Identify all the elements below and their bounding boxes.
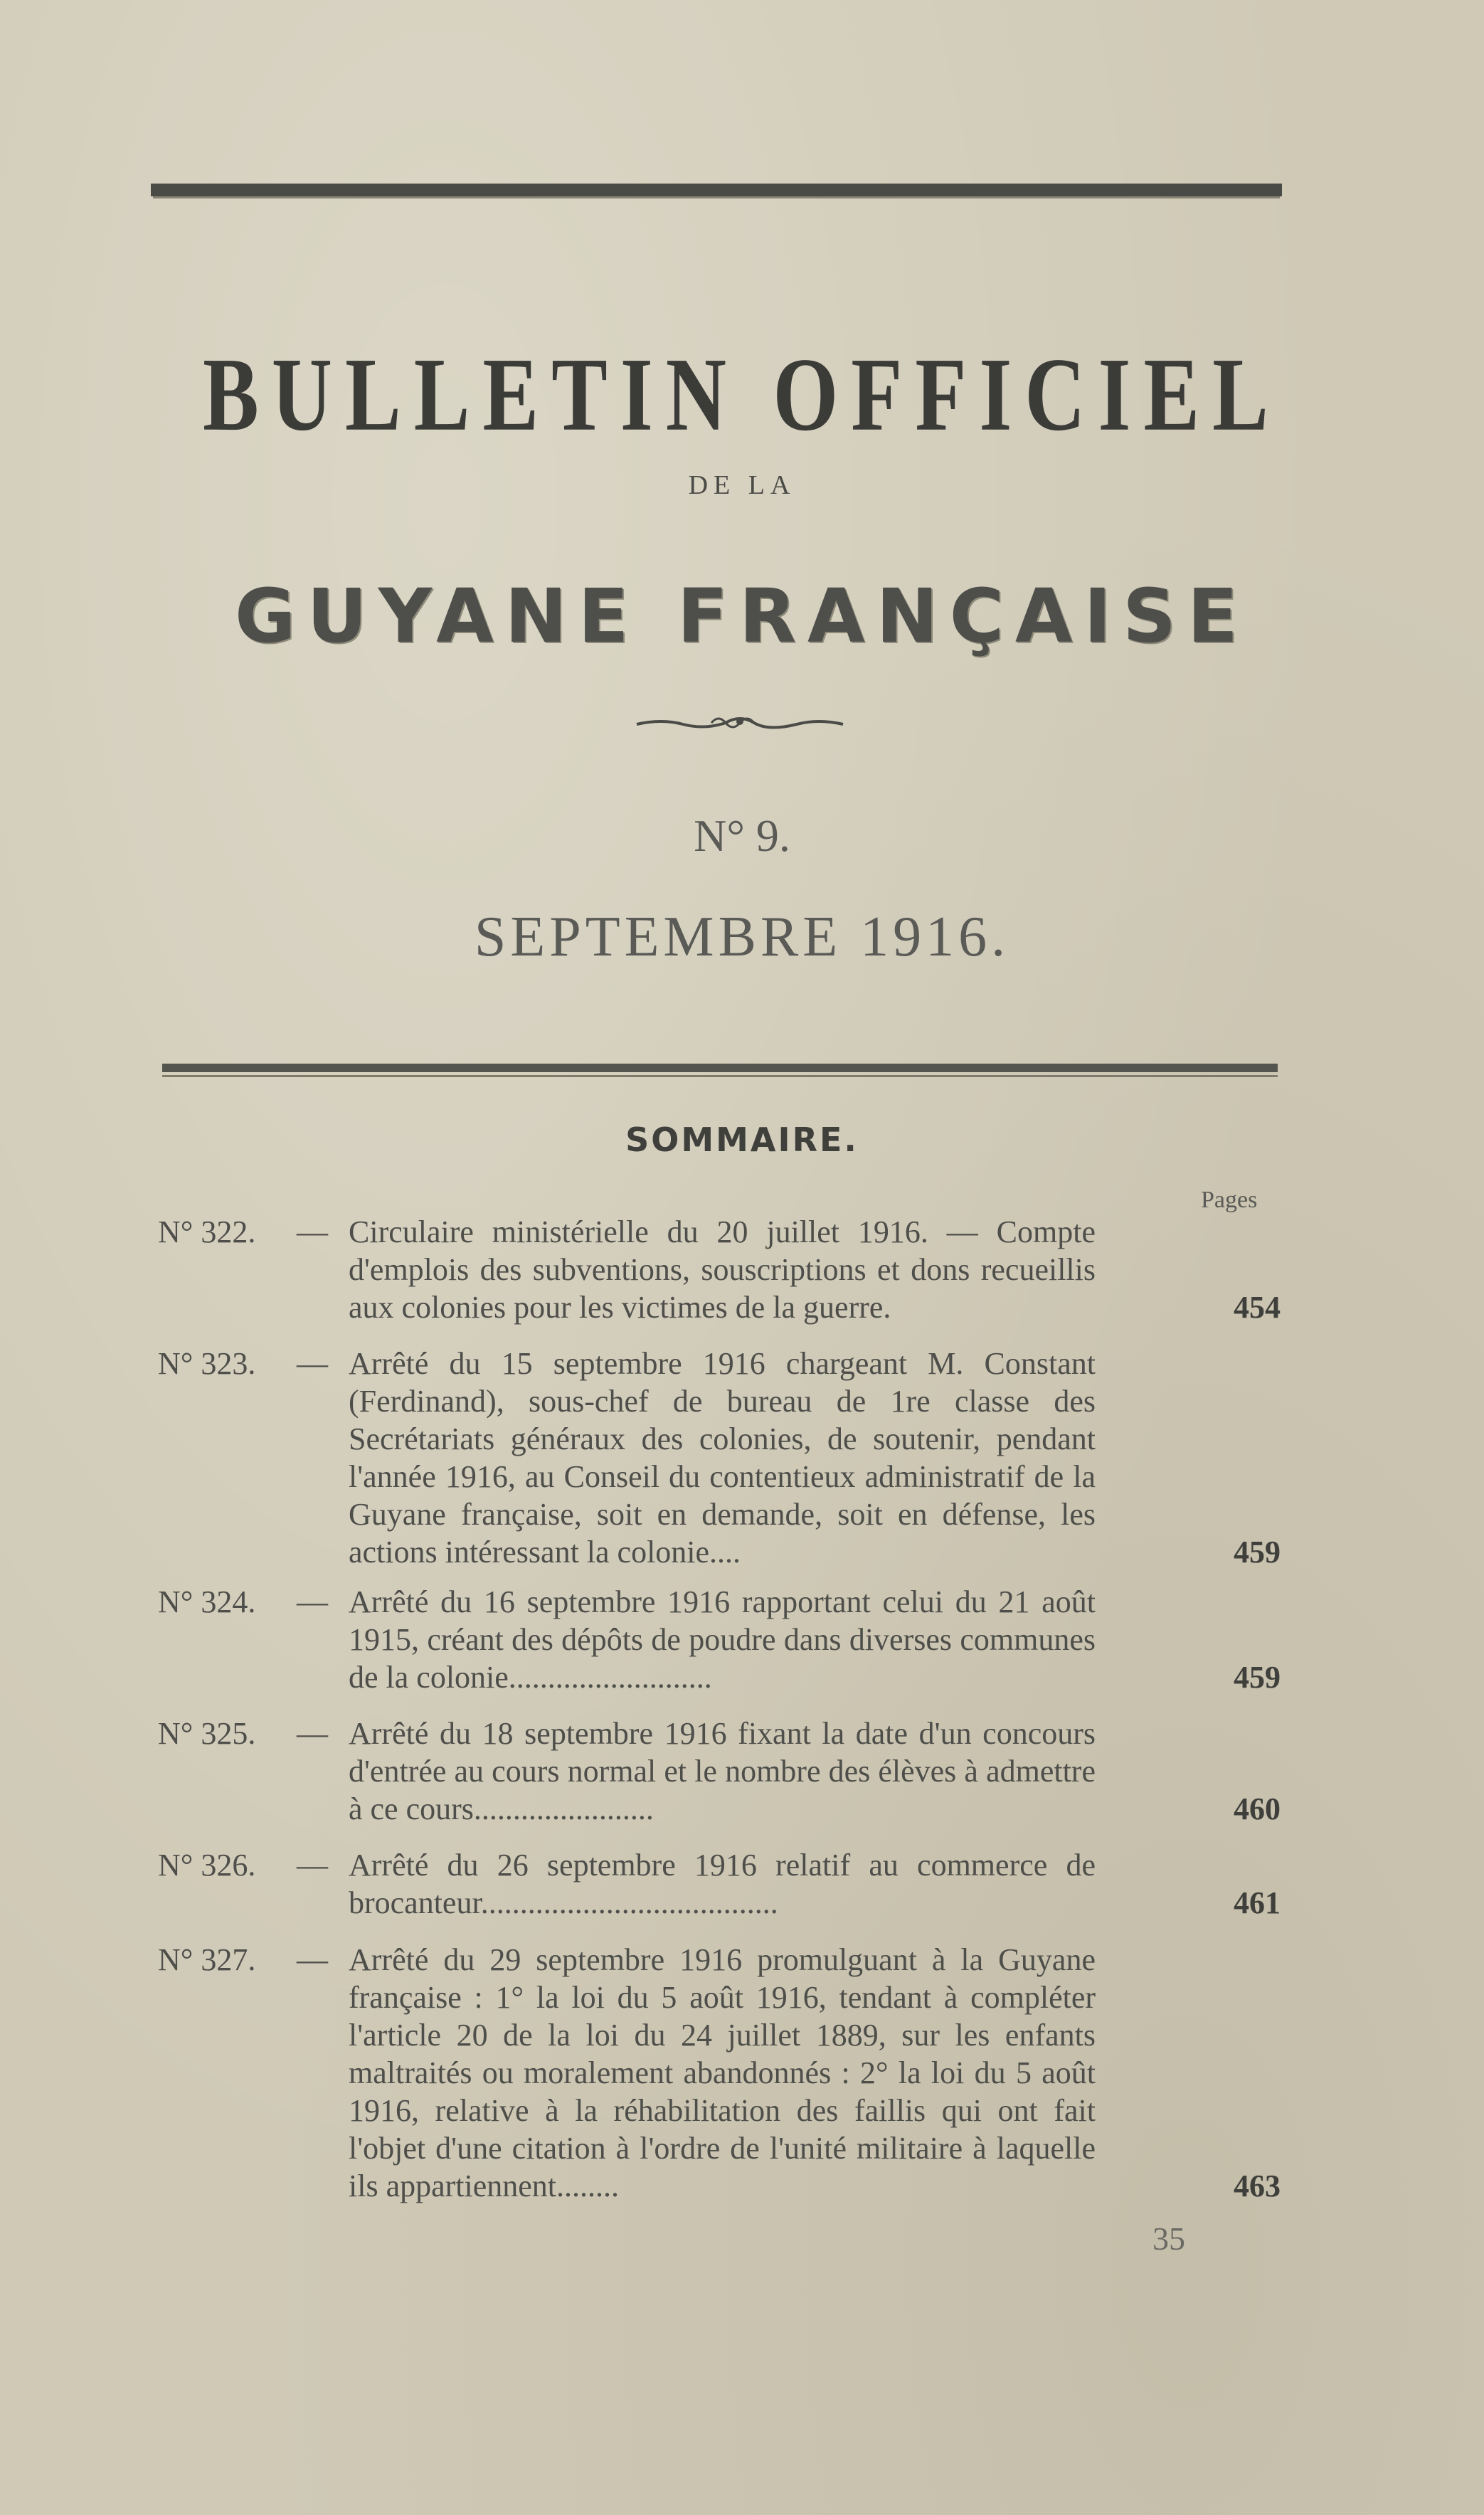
entry-number: N° 326. [158, 1848, 256, 1883]
sommaire-entry [158, 1583, 1296, 1696]
sommaire-entry [158, 1715, 1296, 1828]
entry-text: Arrêté du 15 septembre 1916 chargeant M. Constant (Ferdinand), sous-chef de bureau de 1re classe des Secrétariats généraux des colonies, de soutenir, pendant l'année 1916, au Conseil du contentieux administratif de la Guyane française, soit en demande, soit en défense, les actions intéressant la colonie.... [349, 1346, 1096, 1569]
middle-rule [162, 1064, 1278, 1072]
entry-number: N° 325. [158, 1716, 256, 1751]
sommaire-entry [158, 1213, 1296, 1326]
entry-text: Arrêté du 29 septembre 1916 promulguant à la Guyane française : 1° la loi du 5 août 1916, tendant à compléter l'article 20 de la loi du 24 juillet 1889, sur les enfants maltraités ou moralement abandonnés : 2° la loi du 5 août 1916, relative à la réhabilitation des faillis qui ont fait l'objet d'une citation à l'ordre de l'unité militaire à laquelle ils appartiennent........ [349, 1942, 1096, 2203]
entry-page: 461 [1234, 1885, 1281, 1920]
subtitle-large: GUYANE FRANÇAISE [234, 573, 1250, 660]
pages-column-label: Pages [1201, 1187, 1258, 1213]
entry-number: N° 322. [158, 1214, 256, 1249]
entry-page: 454 [1234, 1290, 1281, 1325]
entry-dash: — [297, 1942, 328, 1977]
entry-page: 460 [1234, 1791, 1281, 1826]
entry-text: Arrêté du 26 septembre 1916 relatif au commerce de brocanteur...................................... [349, 1848, 1096, 1920]
entry-dash: — [297, 1716, 328, 1751]
top-rule [151, 184, 1282, 196]
issue-number: N° 9. [694, 810, 790, 861]
sommaire-entry [158, 1846, 1296, 1922]
sommaire-heading: SOMMAIRE. [625, 1121, 859, 1159]
sommaire-entry [158, 1941, 1296, 2205]
entry-number: N° 323. [158, 1346, 256, 1381]
entry-text: Arrêté du 18 septembre 1916 fixant la date d'un concours d'entrée au cours normal et le nombre des élèves à admettre à ce cours....................... [349, 1716, 1096, 1826]
entry-number: N° 327. [158, 1942, 256, 1977]
entry-text: Circulaire ministérielle du 20 juillet 1916. — Compte d'emplois des subventions, souscriptions et dons recueillis aux colonies pour les victimes de la guerre. [349, 1214, 1096, 1325]
subtitle-small: DE LA [688, 470, 796, 500]
page-folio: 35 [1152, 2220, 1185, 2257]
entry-dash: — [297, 1848, 328, 1883]
sommaire-entry [158, 1345, 1296, 1571]
issue-date: SEPTEMBRE 1916. [474, 906, 1010, 968]
middle-rule-thin [162, 1075, 1278, 1077]
entry-page: 459 [1234, 1660, 1281, 1695]
entry-page: 463 [1234, 2169, 1281, 2203]
entry-dash: — [297, 1584, 328, 1619]
bulletin-title: BULLETIN OFFICIEL [203, 336, 1281, 453]
entry-page: 459 [1234, 1535, 1281, 1569]
entry-dash: — [297, 1214, 328, 1249]
entry-text: Arrêté du 16 septembre 1916 rapportant celui du 21 août 1915, créant des dépôts de poudre dans diverses communes de la colonie.......................... [349, 1584, 1096, 1695]
entry-number: N° 324. [158, 1584, 256, 1619]
entry-dash: — [297, 1346, 328, 1381]
ornament-icon [633, 711, 847, 733]
